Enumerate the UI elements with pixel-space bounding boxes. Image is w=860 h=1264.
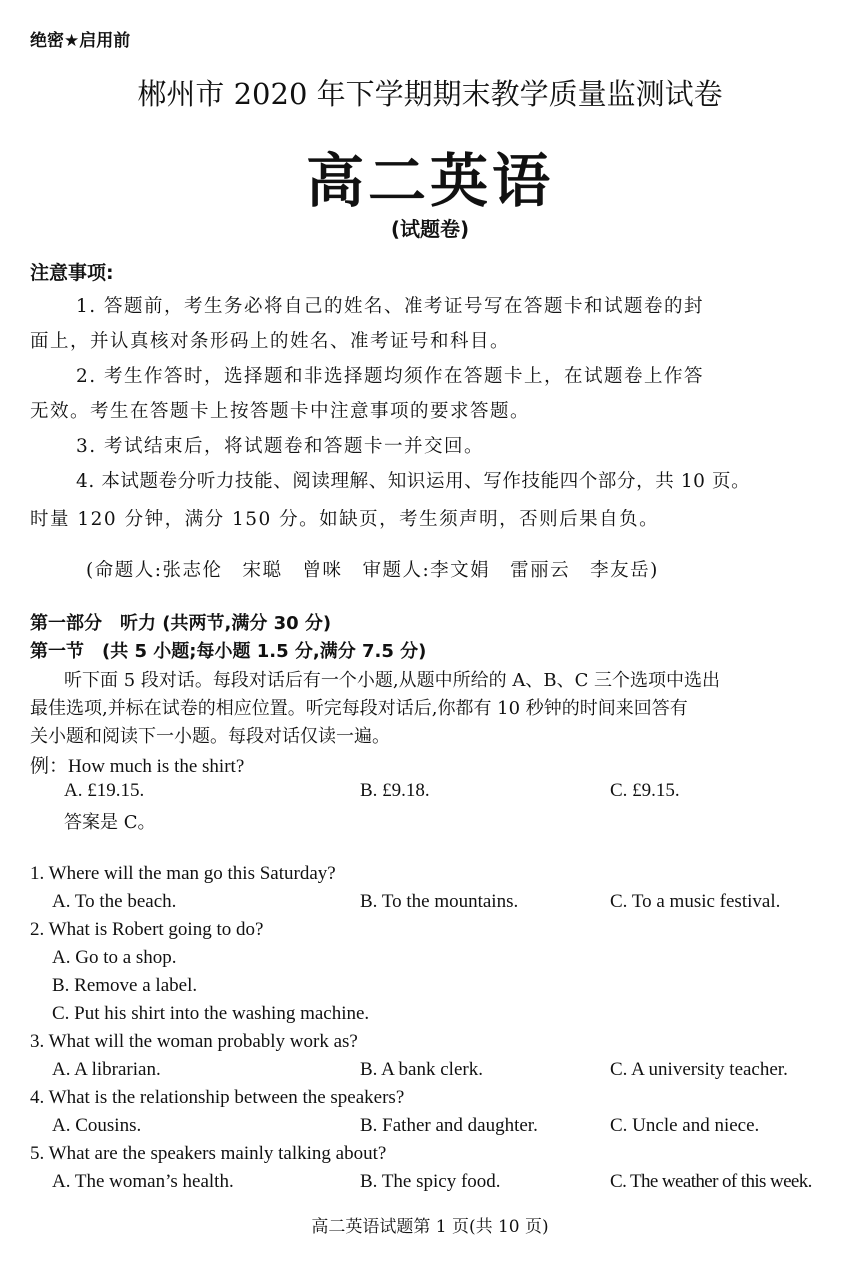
q2-option-a: A. Go to a shop.: [52, 947, 177, 968]
example-option-b: B. £9.18.: [360, 780, 430, 801]
q4-option-a: A. Cousins.: [52, 1115, 142, 1136]
q3-option-a: A. A librarian.: [52, 1059, 161, 1080]
q1-option-b: B. To the mountains.: [360, 891, 519, 912]
notes-heading: 注意事项:: [30, 262, 114, 284]
note-item-1-line2: 面上，并认真核对条形码上的姓名、准考证号和科目。: [30, 331, 511, 352]
instructions-line2: 最佳选项,并标在试卷的相应位置。听完每段对话后,你都有 10 秒钟的时间来回答有: [30, 698, 688, 719]
note-item-3-line1: 3. 考试结束后，将试题卷和答题卡一并交回。: [76, 436, 485, 457]
question-4: 4. What is the relationship between the speakers?: [30, 1087, 405, 1108]
q2-option-b: B. Remove a label.: [52, 975, 198, 996]
example-answer: 答案是 C。: [64, 812, 156, 833]
question-2: 2. What is Robert going to do?: [30, 919, 264, 940]
q2-option-c: C. Put his shirt into the washing machine.: [52, 1003, 370, 1024]
section1-title: 第一节 (共 5 小题;每小题 1.5 分,满分 7.5 分): [30, 641, 427, 662]
instructions-line3: 关小题和阅读下一小题。每段对话仅读一遍。: [30, 726, 390, 747]
note-item-1-line1: 1. 答题前，考生务必将自己的姓名、准考证号写在答题卡和试题卷的封: [76, 296, 705, 317]
q5-option-c: C. The weather of this week.: [610, 1171, 812, 1192]
question-5: 5. What are the speakers mainly talking about?: [30, 1143, 387, 1164]
subtitle: (试题卷): [390, 217, 470, 241]
q5-option-a: A. The woman’s health.: [52, 1171, 234, 1192]
q3-option-c: C. A university teacher.: [610, 1059, 788, 1080]
secret-mark: 绝密★启用前: [30, 31, 131, 51]
q1-option-c: C. To a music festival.: [610, 891, 781, 912]
note-item-2-line2: 无效。考生在答题卡上按答题卡中注意事项的要求答题。: [30, 401, 531, 422]
note-item-4-line2: 时量 120 分钟，满分 150 分。如缺页，考生须声明，否则后果自负。: [30, 509, 660, 530]
note-item-2-line1: 2. 考生作答时，选择题和非选择题均须作在答题卡上，在试题卷上作答: [76, 366, 705, 387]
part1-title: 第一部分 听力 (共两节,满分 30 分): [30, 613, 332, 634]
example-option-c: C. £9.15.: [610, 780, 680, 801]
note-item-4-line1: 4. 本试题卷分听力技能、阅读理解、知识运用、写作技能四个部分，共 10 页。: [76, 471, 751, 492]
instructions-line1: 听下面 5 段对话。每段对话后有一个小题,从题中所给的 A、B、C 三个选项中选出: [64, 670, 721, 691]
page-footer: 高二英语试题第 1 页(共 10 页): [311, 1217, 549, 1237]
authors-line: (命题人:张志伦 宋聪 曾咪 审题人:李文娟 雷丽云 李友岳): [86, 560, 659, 581]
q3-option-b: B. A bank clerk.: [360, 1059, 483, 1080]
example-option-a: A. £19.15.: [64, 780, 145, 801]
subject-title: 高二英语: [305, 147, 554, 215]
exam-title: 郴州市 2020 年下学期期末教学质量监测试卷: [137, 77, 723, 111]
question-1: 1. Where will the man go this Saturday?: [30, 863, 336, 884]
q4-option-b: B. Father and daughter.: [360, 1115, 538, 1136]
question-3: 3. What will the woman probably work as?: [30, 1031, 358, 1052]
q1-option-a: A. To the beach.: [52, 891, 177, 912]
example-question: 例：How much is the shirt?: [30, 756, 245, 777]
q4-option-c: C. Uncle and niece.: [610, 1115, 760, 1136]
q5-option-b: B. The spicy food.: [360, 1171, 501, 1192]
